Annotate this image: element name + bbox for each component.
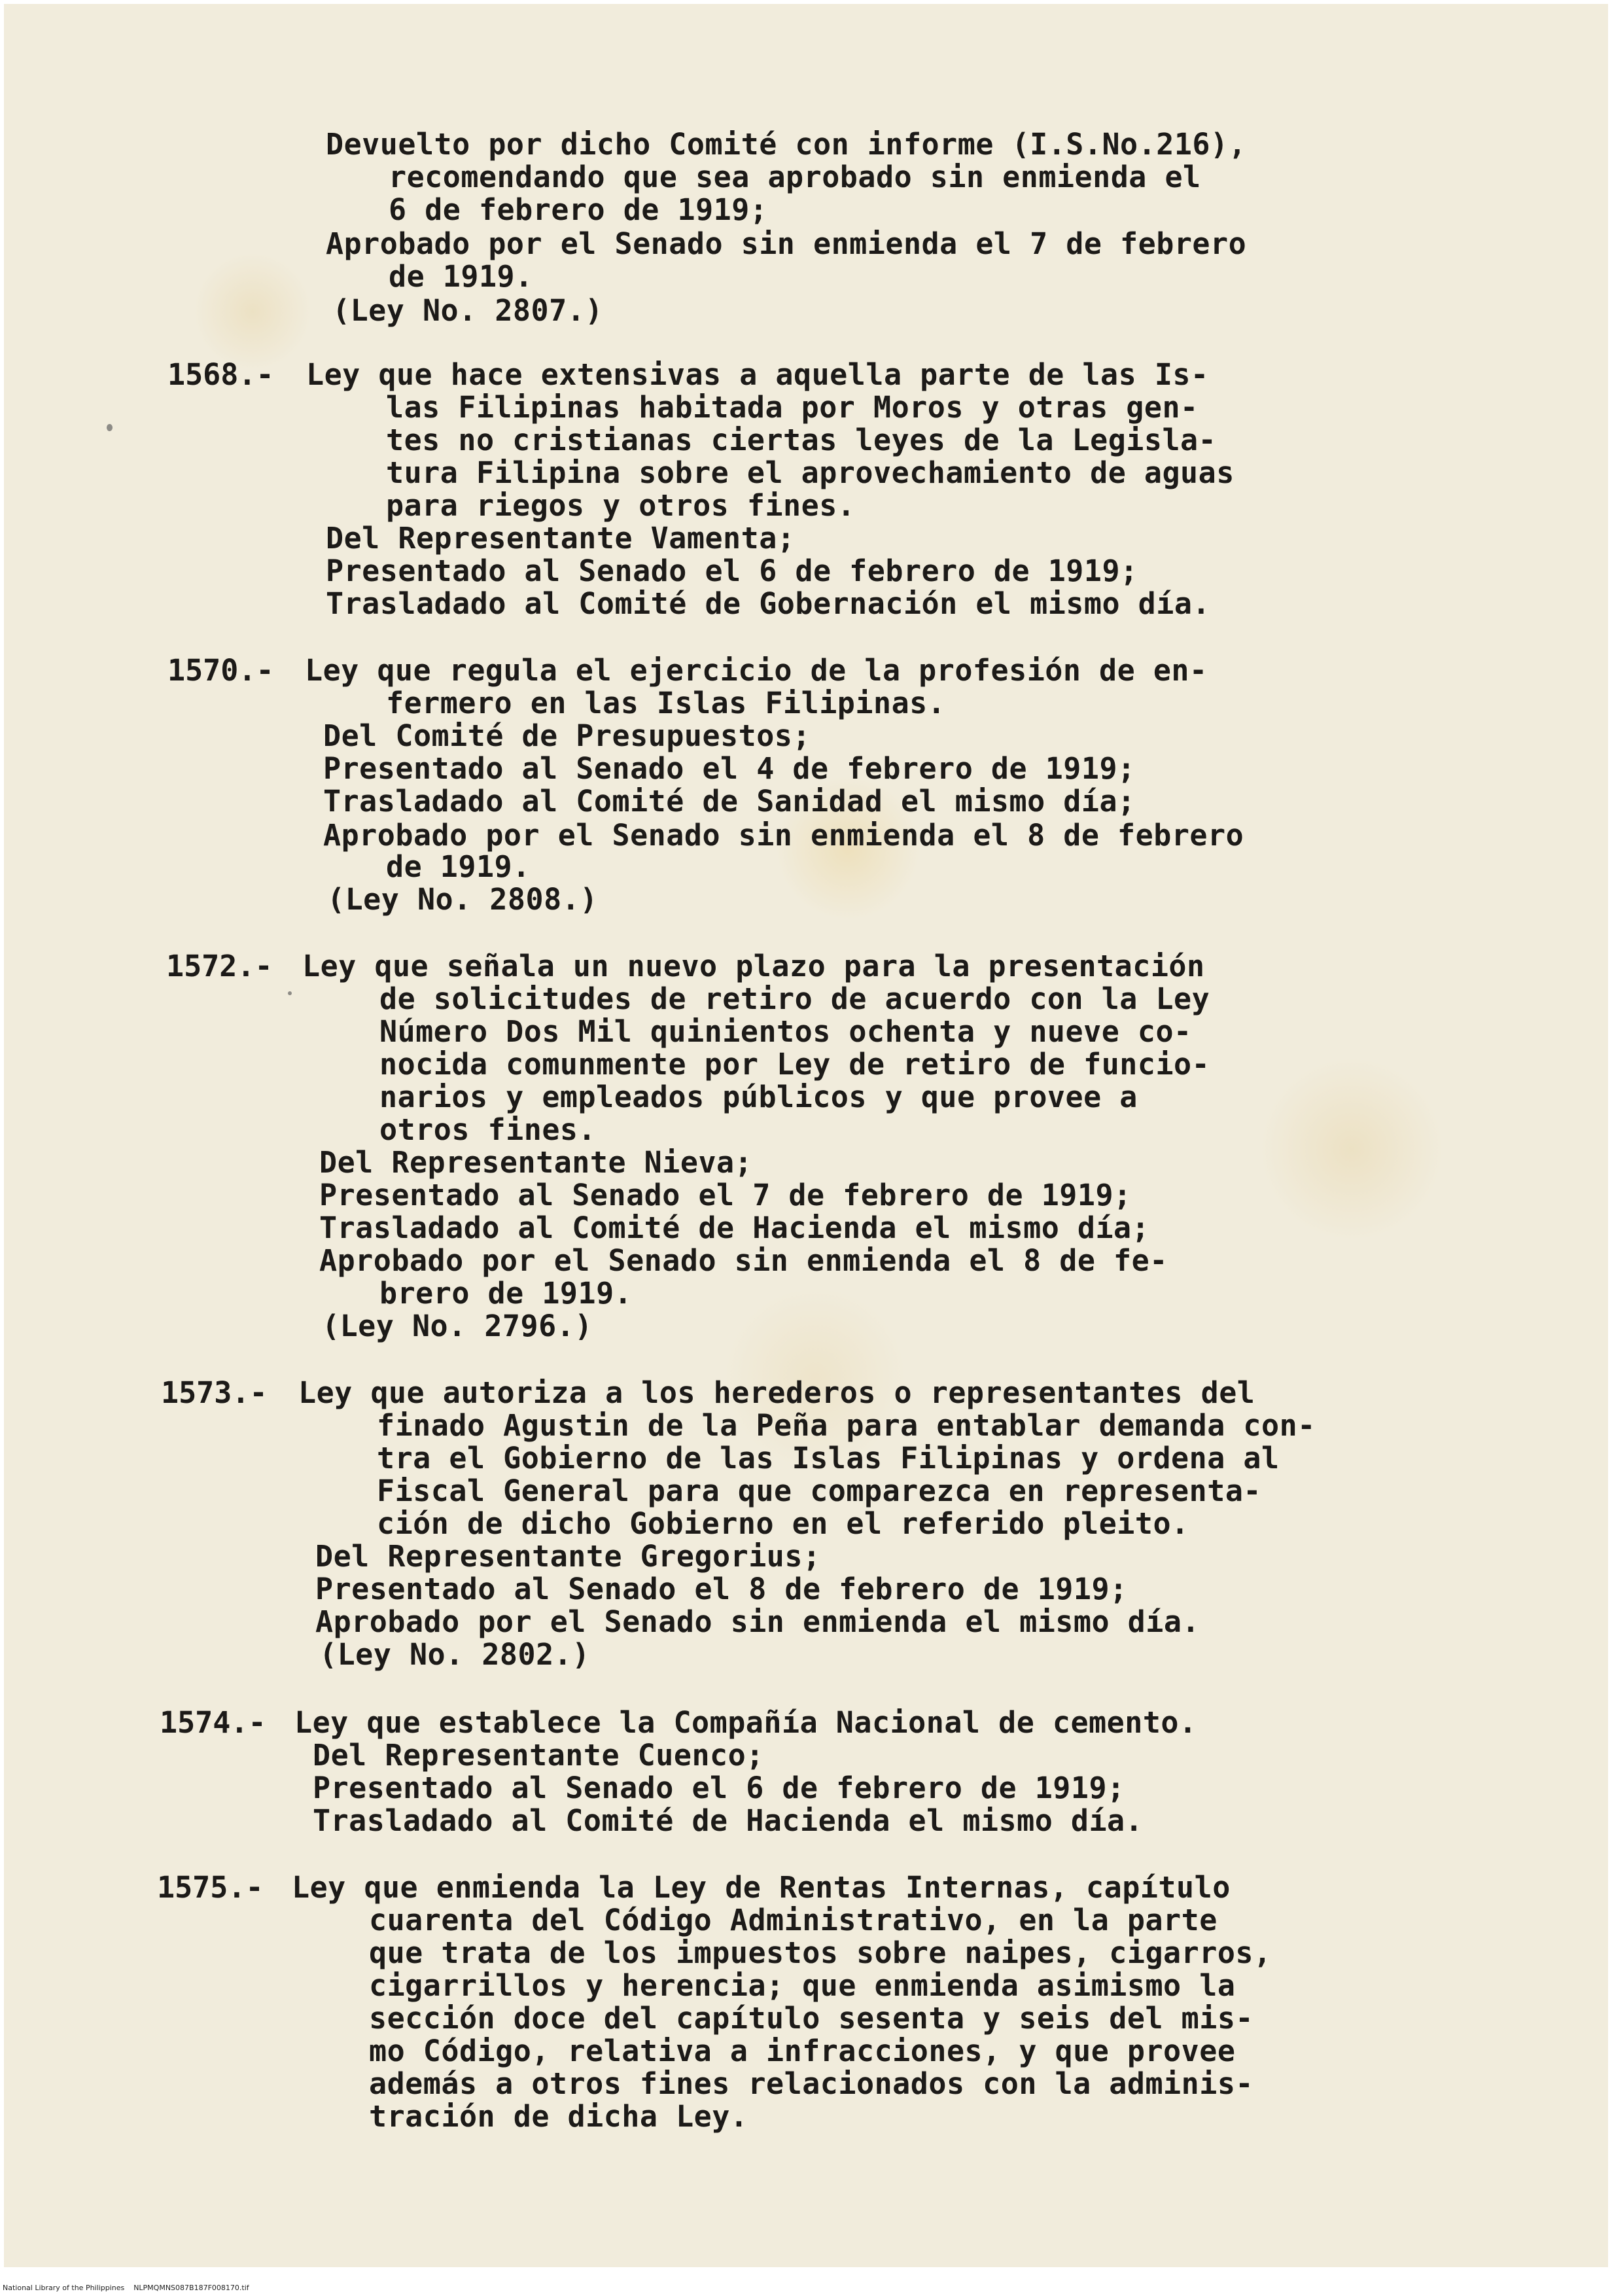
entry-1572-line-1: Ley que señala un nuevo plazo para la presentación <box>302 949 1205 983</box>
entry-1575-line-8: tración de dicha Ley. <box>369 2099 748 2134</box>
ink-speck <box>288 991 292 995</box>
entry-1572-line-6: otros fines. <box>379 1112 597 1147</box>
entry-1568-line-8: Trasladado al Comité de Gobernación el mismo día. <box>326 586 1211 621</box>
entry-1572-line-7: Del Representante Nieva; <box>319 1145 753 1180</box>
entry-number-1568: 1568.- <box>167 357 274 392</box>
entry-1568-line-3: tes no cristianas ciertas leyes de la Legisla- <box>386 423 1217 457</box>
entry-1570-line-8: (Ley No. 2808.) <box>327 882 598 917</box>
entry-1570-line-1: Ley que regula el ejercicio de la profesión de en- <box>305 653 1208 688</box>
entry-1573-line-8: Aprobado por el Senado sin enmienda el mismo día. <box>315 1604 1200 1639</box>
entry-1573-line-3: tra el Gobierno de las Islas Filipinas y ordena al <box>377 1441 1280 1475</box>
entry-1572-line-12: (Ley No. 2796.) <box>322 1309 593 1343</box>
intro-line-3: 6 de febrero de 1919; <box>389 192 768 227</box>
entry-1570-line-5: Trasladado al Comité de Sanidad el mismo día; <box>323 784 1136 819</box>
entry-number-1573: 1573.- <box>161 1375 268 1410</box>
entry-1574-line-1: Ley que establece la Compañía Nacional de cemento. <box>294 1705 1197 1740</box>
intro-line-1: Devuelto por dicho Comité con informe (I.S.No.216), <box>326 127 1247 162</box>
entry-1572-line-9: Trasladado al Comité de Hacienda el mismo día; <box>319 1210 1150 1245</box>
scan-footer-caption: National Library of the Philippines NLPMQMNS087B187F008170.tif <box>3 2284 249 2292</box>
intro-line-5: de 1919. <box>389 259 533 294</box>
entry-1575-line-6: mo Código, relativa a infracciones, y que provee <box>369 2034 1236 2068</box>
entry-1574-line-3: Presentado al Senado el 6 de febrero de 1919; <box>313 1771 1125 1805</box>
entry-1572-line-8: Presentado al Senado el 7 de febrero de 1919; <box>319 1178 1132 1212</box>
entry-number-1575: 1575.- <box>157 1870 264 1905</box>
entry-1568-line-5: para riegos y otros fines. <box>386 488 856 523</box>
entry-1575-line-2: cuarenta del Código Administrativo, en la parte <box>369 1903 1218 1937</box>
entry-1572-line-2: de solicitudes de retiro de acuerdo con la Ley <box>379 981 1210 1016</box>
entry-1572-line-11: brero de 1919. <box>379 1276 633 1311</box>
intro-line-6: (Ley No. 2807.) <box>332 293 603 328</box>
entry-1572-line-4: nocida comunmente por Ley de retiro de funcio- <box>379 1047 1210 1082</box>
entry-1573-line-6: Del Representante Gregorius; <box>315 1539 821 1574</box>
entry-1573-line-2: finado Agustin de la Peña para entablar demanda con- <box>377 1408 1316 1443</box>
ink-speck <box>107 424 113 431</box>
entry-1575-line-5: sección doce del capítulo sesenta y seis del mis- <box>369 2001 1254 2036</box>
entry-1568-line-7: Presentado al Senado el 6 de febrero de 1919; <box>326 554 1138 588</box>
entry-1572-line-3: Número Dos Mil quinientos ochenta y nueve co- <box>379 1014 1192 1049</box>
entry-1570-line-6: Aprobado por el Senado sin enmienda el 8 de febrero <box>323 818 1244 853</box>
entry-1573-line-5: ción de dicho Gobierno en el referido pleito. <box>377 1506 1189 1541</box>
entry-1568-line-2: las Filipinas habitada por Moros y otras gen- <box>386 390 1199 425</box>
entry-1574-line-2: Del Representante Cuenco; <box>313 1738 764 1773</box>
entry-1573-line-4: Fiscal General para que comparezca en representa- <box>377 1474 1262 1508</box>
entry-number-1572: 1572.- <box>166 949 273 983</box>
entry-number-1570: 1570.- <box>167 653 274 688</box>
entry-1570-line-7: de 1919. <box>386 849 531 884</box>
entry-1570-line-2: fermero en las Islas Filipinas. <box>386 686 946 720</box>
entry-1570-line-4: Presentado al Senado el 4 de febrero de 1919; <box>323 751 1136 786</box>
entry-1568-line-6: Del Representante Vamenta; <box>326 521 796 556</box>
entry-1573-line-1: Ley que autoriza a los herederos o representantes del <box>298 1375 1255 1410</box>
entry-1573-line-9: (Ley No. 2802.) <box>319 1637 590 1672</box>
entry-1575-line-3: que trata de los impuestos sobre naipes, cigarros, <box>369 1935 1272 1970</box>
entry-1572-line-5: narios y empleados públicos y que provee a <box>379 1080 1138 1114</box>
entry-1575-line-1: Ley que enmienda la Ley de Rentas Internas, capítulo <box>292 1870 1231 1905</box>
entry-1568-line-4: tura Filipina sobre el aprovechamiento de aguas <box>386 455 1235 490</box>
entry-1575-line-7: además a otros fines relacionados con la adminis- <box>369 2066 1254 2101</box>
entry-1568-line-1: Ley que hace extensivas a aquella parte de las Is- <box>306 357 1209 392</box>
entry-1570-line-3: Del Comité de Presupuestos; <box>323 718 811 753</box>
entry-1573-line-7: Presentado al Senado el 8 de febrero de 1919; <box>315 1572 1128 1606</box>
entry-number-1574: 1574.- <box>160 1705 266 1740</box>
entry-1575-line-4: cigarrillos y herencia; que enmienda asimismo la <box>369 1968 1236 2003</box>
intro-line-2: recomendando que sea aprobado sin enmienda el <box>389 160 1201 194</box>
entry-1574-line-4: Trasladado al Comité de Hacienda el mismo día. <box>313 1803 1144 1838</box>
intro-line-4: Aprobado por el Senado sin enmienda el 7 de febrero <box>326 226 1247 261</box>
entry-1572-line-10: Aprobado por el Senado sin enmienda el 8 de fe- <box>319 1243 1168 1278</box>
